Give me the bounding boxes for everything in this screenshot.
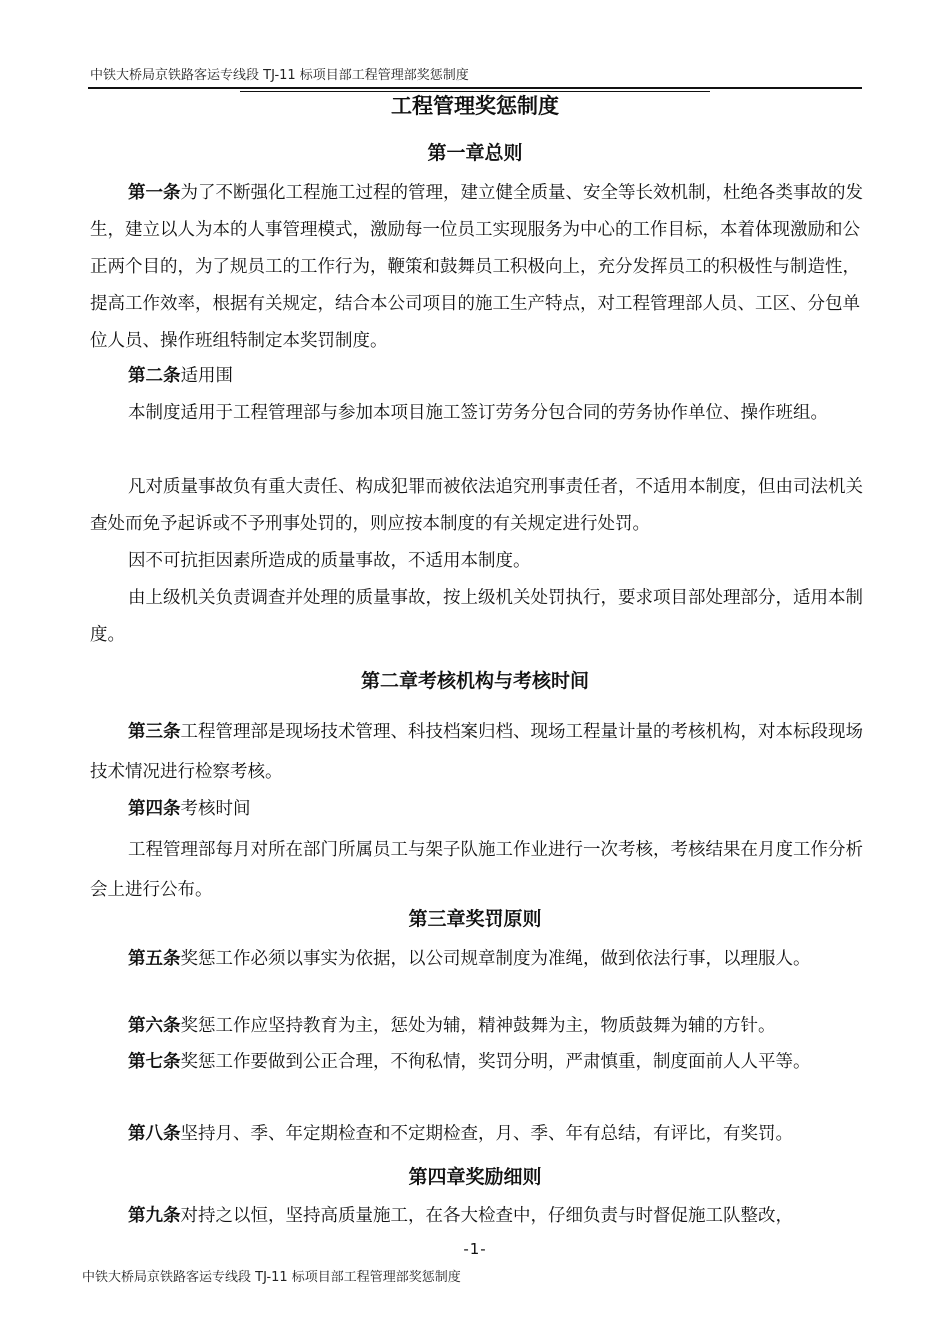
article-6-label: 第六条 [128, 1016, 181, 1036]
chapter-4-heading: 第四章奖励细则 [408, 1166, 542, 1188]
article-7-label: 第七条 [128, 1052, 181, 1072]
article-2-paragraph-2: 凡对质量事故负有重大责任、构成犯罪而被依法追究刑事责任者，不适用本制度，但由司法机关查处而免予起诉或不予刑事处罚的，则应按本制度的有关规定进行处罚。 [90, 477, 863, 534]
article-1-text: 为了不断强化工程施工过程的管理，建立健全质量、安全等长效机制，杜绝各类事故的发生，建立以人为本的人事管理模式，激励每一位员工实现服务为中心的工作目标，本着体现激励和公正两个目的，为了规员工的工作行为，鞭策和鼓舞员工积极向上，充分发挥员工的积极性与制造性，提高工作效率，根据有关规定，结合本公司项目的施工生产特点，对工程管理部人员、工区、分包单位人员、操作班组特制定本奖罚制度。 [90, 183, 863, 351]
article-2-paragraph-3: 因不可抗拒因素所造成的质量事故，不适用本制度。 [128, 551, 531, 571]
article-8 [90, 1116, 875, 1153]
article-1 [90, 175, 875, 360]
chapter-1-heading: 第一章总则 [427, 142, 523, 164]
article-2-paragraph-1: 本制度适用于工程管理部与参加本项目施工签订劳务分包合同的劳务协作单位、操作班组。 [128, 403, 828, 423]
article-9-label: 第九条 [128, 1206, 181, 1226]
article-2-paragraph-4: 由上级机关负责调查并处理的质量事故，按上级机关处罚执行，要求项目部处理部分，适用本制度。 [90, 588, 863, 645]
article-5-text: 奖惩工作必须以事实为依据，以公司规章制度为准绳，做到依法行事，以理服人。 [180, 949, 811, 969]
article-4-paragraph-1: 工程管理部每月对所在部门所属员工与架子队施工作业进行一次考核，考核结果在月度工作分析会上进行公布。 [90, 840, 863, 900]
page-number: -1- [463, 1240, 487, 1258]
article-2 [90, 358, 875, 395]
article-4 [90, 791, 875, 828]
article-2-text: 适用围 [180, 366, 233, 386]
article-6 [90, 1008, 875, 1045]
article-5-label: 第五条 [128, 949, 181, 969]
article-7 [90, 1044, 875, 1081]
article-7-text: 奖惩工作要做到公正合理，不徇私情，奖罚分明，严肃慎重，制度面前人人平等。 [180, 1052, 811, 1072]
article-3-label: 第三条 [128, 722, 181, 742]
article-3 [90, 712, 875, 792]
article-6-text: 奖惩工作应坚持教育为主，惩处为辅，精神鼓舞为主，物质鼓舞为辅的方针。 [180, 1016, 776, 1036]
article-9-text: 对持之以恒，坚持高质量施工，在各大检查中，仔细负责与时督促施工队整改， [180, 1206, 793, 1226]
article-4-text: 考核时间 [180, 799, 251, 819]
article-4-label: 第四条 [128, 799, 181, 819]
document-title: 工程管理奖惩制度 [391, 94, 559, 118]
article-1-label: 第一条 [128, 183, 181, 203]
chapter-2-heading: 第二章考核机构与考核时间 [360, 670, 589, 692]
page-header: 中铁大桥局京铁路客运专线段 TJ-11 标项目部工程管理部奖惩制度 [90, 68, 469, 83]
article-5 [90, 941, 875, 978]
article-2-label: 第二条 [128, 366, 181, 386]
article-3-text: 工程管理部是现场技术管理、科技档案归档、现场工程量计量的考核机构，对本标段现场技术情况进行检察考核。 [90, 722, 863, 782]
header-rule [88, 87, 862, 89]
article-8-label: 第八条 [128, 1124, 181, 1144]
chapter-3-heading: 第三章奖罚原则 [408, 908, 542, 930]
article-9 [90, 1198, 875, 1235]
article-8-text: 坚持月、季、年定期检查和不定期检查，月、季、年有总结，有评比，有奖罚。 [180, 1124, 793, 1144]
page-footer: 中铁大桥局京铁路客运专线段 TJ-11 标项目部工程管理部奖惩制度 [82, 1270, 461, 1285]
